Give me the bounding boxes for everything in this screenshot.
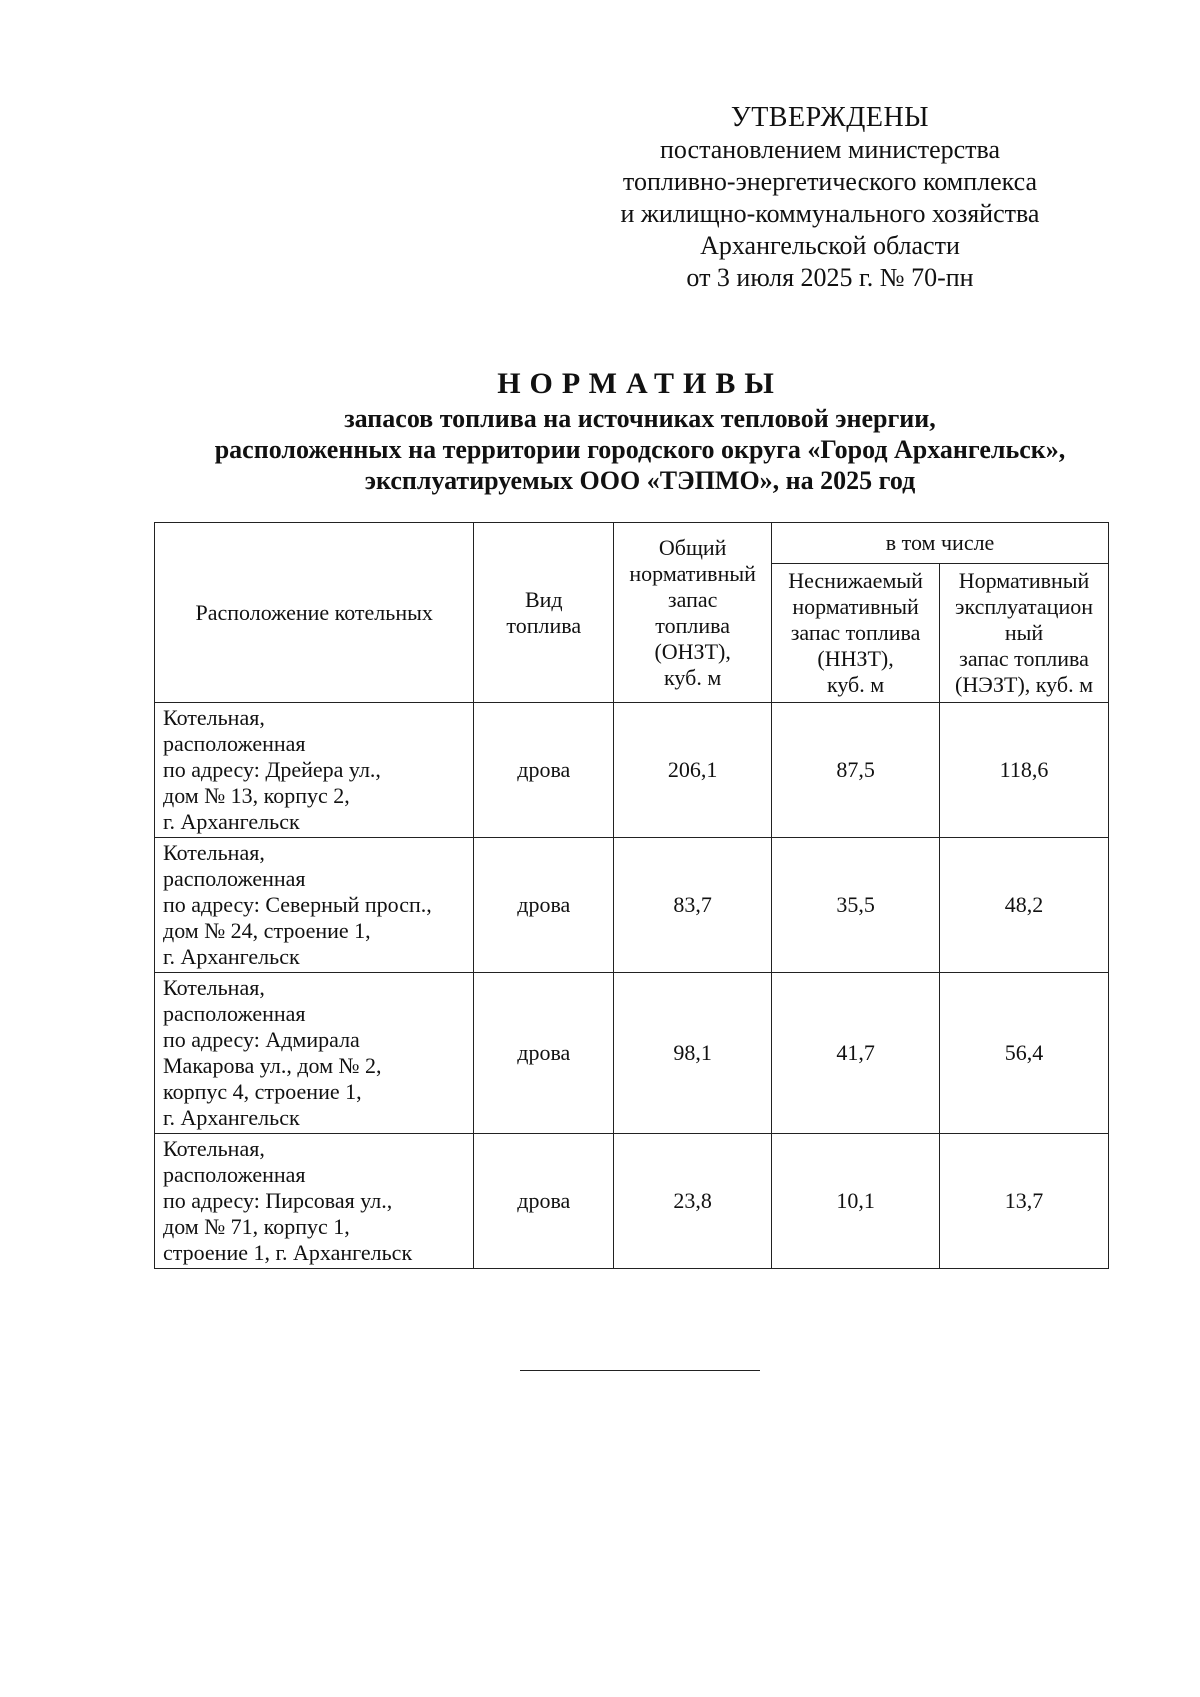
title-line: запасов топлива на источниках тепловой энергии, bbox=[344, 404, 936, 433]
header-total-reserve: Общий нормативный запас топлива (ОНЗТ), куб. м bbox=[614, 523, 772, 703]
title-line: эксплуатируемых ООО «ТЭПМО», на 2025 год bbox=[364, 466, 916, 495]
cell-location: Котельная, расположенная по адресу: Адмирала Макарова ул., дом № 2, корпус 4, строение 1, г. Архангельск bbox=[155, 973, 474, 1134]
approval-line: постановлением министерства bbox=[659, 135, 1001, 164]
header-fuel-type: Вид топлива bbox=[474, 523, 614, 703]
cell-nezt: 118,6 bbox=[940, 703, 1109, 838]
cell-fuel-type: дрова bbox=[474, 1134, 614, 1269]
title-line: расположенных на территории городского округа «Город Архангельск», bbox=[214, 435, 1066, 464]
cell-total: 98,1 bbox=[614, 973, 772, 1134]
approval-heading: УТВЕРЖДЕНЫ bbox=[730, 102, 930, 133]
header-nnzt: Неснижаемый нормативный запас топлива (ННЗТ), куб. м bbox=[772, 564, 940, 703]
cell-location: Котельная, расположенная по адресу: Дрейера ул., дом № 13, корпус 2, г. Архангельск bbox=[155, 703, 474, 838]
end-divider bbox=[520, 1370, 760, 1371]
title-main: НОРМАТИВЫ bbox=[497, 367, 783, 400]
approval-line: и жилищно-коммунального хозяйства bbox=[620, 199, 1040, 228]
approval-line: Архангельской области bbox=[700, 231, 960, 260]
header-nezt: Нормативный эксплуатацион ный запас топлива (НЭЗТ), куб. м bbox=[940, 564, 1109, 703]
cell-nezt: 13,7 bbox=[940, 1134, 1109, 1269]
cell-nnzt: 87,5 bbox=[772, 703, 940, 838]
cell-nnzt: 41,7 bbox=[772, 973, 940, 1134]
cell-nnzt: 35,5 bbox=[772, 838, 940, 973]
cell-nnzt: 10,1 bbox=[772, 1134, 940, 1269]
cell-location: Котельная, расположенная по адресу: Пирсовая ул., дом № 71, корпус 1, строение 1, г. Архангельск bbox=[155, 1134, 474, 1269]
approval-line: от 3 июля 2025 г. № 70-пн bbox=[686, 263, 974, 292]
table-row bbox=[155, 973, 1109, 1134]
header-including: в том числе bbox=[772, 523, 1109, 564]
approval-line: топливно-энергетического комплекса bbox=[622, 167, 1038, 196]
cell-fuel-type: дрова bbox=[474, 973, 614, 1134]
cell-nezt: 48,2 bbox=[940, 838, 1109, 973]
cell-total: 23,8 bbox=[614, 1134, 772, 1269]
document-title bbox=[120, 365, 1160, 496]
header-location: Расположение котельных bbox=[155, 523, 474, 703]
cell-total: 83,7 bbox=[614, 838, 772, 973]
cell-fuel-type: дрова bbox=[474, 703, 614, 838]
table-row bbox=[155, 1134, 1109, 1269]
cell-nezt: 56,4 bbox=[940, 973, 1109, 1134]
fuel-norms-table bbox=[154, 522, 1109, 1269]
cell-fuel-type: дрова bbox=[474, 838, 614, 973]
cell-total: 206,1 bbox=[614, 703, 772, 838]
cell-location: Котельная, расположенная по адресу: Северный просп., дом № 24, строение 1, г. Архангельск bbox=[155, 838, 474, 973]
approval-stamp bbox=[600, 102, 1060, 294]
table-row bbox=[155, 703, 1109, 838]
table-row bbox=[155, 838, 1109, 973]
